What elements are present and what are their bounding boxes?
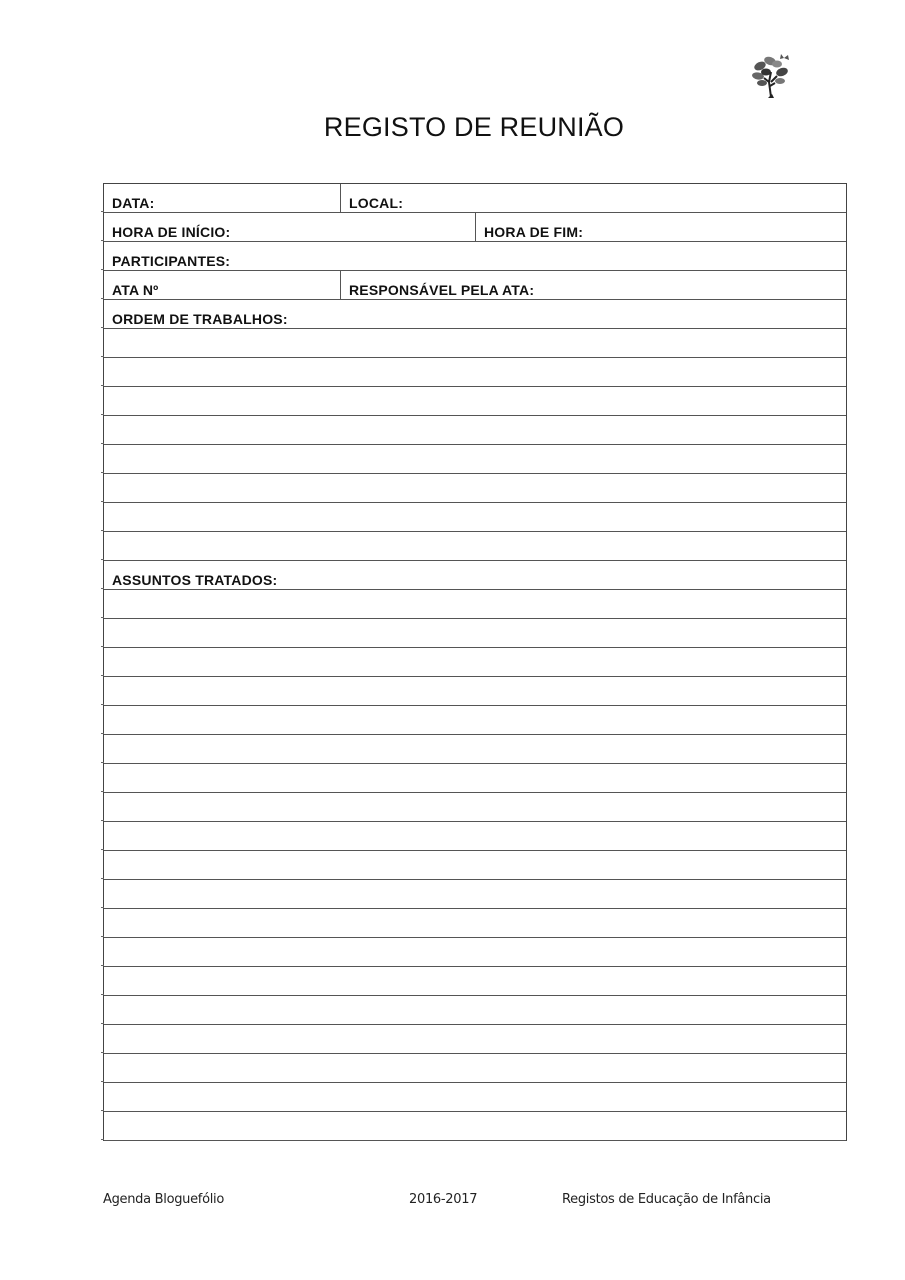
blank-line[interactable] (104, 590, 846, 618)
margin-tick (101, 733, 104, 734)
blank-line[interactable] (104, 1112, 846, 1140)
blank-line[interactable] (104, 706, 846, 734)
footer-right: Registos de Educação de Infância (562, 1192, 771, 1207)
assuntos-line[interactable] (104, 880, 846, 909)
margin-tick (101, 588, 104, 589)
margin-tick (101, 1052, 104, 1053)
margin-tick (101, 617, 104, 618)
blank-line[interactable] (104, 793, 846, 821)
margin-tick (101, 936, 104, 937)
blank-line[interactable] (104, 880, 846, 908)
blank-line[interactable] (104, 996, 846, 1024)
ordem-line[interactable] (104, 474, 846, 503)
assuntos-line[interactable] (104, 1083, 846, 1112)
margin-tick (101, 269, 104, 270)
ordem-line[interactable] (104, 358, 846, 387)
assuntos-line[interactable] (104, 706, 846, 735)
blank-line[interactable] (104, 677, 846, 705)
margin-tick (101, 472, 104, 473)
form-row-participantes (104, 242, 846, 271)
margin-tick (101, 1023, 104, 1024)
blank-line[interactable] (104, 416, 846, 444)
local-field[interactable]: LOCAL: (340, 184, 846, 212)
margin-tick (101, 211, 104, 212)
footer-left: Agenda Bloguefólio (103, 1192, 225, 1207)
blank-line[interactable] (104, 1054, 846, 1082)
assuntos-line[interactable] (104, 590, 846, 619)
margin-tick (101, 675, 104, 676)
assuntos-line[interactable] (104, 996, 846, 1025)
margin-tick (101, 820, 104, 821)
blank-line[interactable] (104, 1083, 846, 1111)
margin-tick (101, 356, 104, 357)
assuntos-line[interactable] (104, 793, 846, 822)
margin-tick (101, 1139, 104, 1140)
participantes-field[interactable]: PARTICIPANTES: (112, 253, 231, 269)
margin-tick (101, 849, 104, 850)
margin-tick (101, 327, 104, 328)
blank-line[interactable] (104, 503, 846, 531)
assuntos-line[interactable] (104, 764, 846, 793)
tree-logo-icon (750, 52, 794, 102)
ordem-line[interactable] (104, 416, 846, 445)
margin-tick (101, 994, 104, 995)
assuntos-line[interactable] (104, 967, 846, 996)
blank-line[interactable] (104, 358, 846, 386)
assuntos-line[interactable] (104, 938, 846, 967)
ordem-line[interactable] (104, 445, 846, 474)
margin-tick (101, 878, 104, 879)
ordem-line[interactable] (104, 387, 846, 416)
margin-tick (101, 762, 104, 763)
assuntos-line[interactable] (104, 909, 846, 938)
hora-fim-field[interactable]: HORA DE FIM: (475, 213, 846, 241)
data-field[interactable]: DATA: (112, 195, 155, 211)
blank-line[interactable] (104, 822, 846, 850)
blank-line[interactable] (104, 938, 846, 966)
ordem-line[interactable] (104, 532, 846, 561)
blank-line[interactable] (104, 909, 846, 937)
assuntos-line[interactable] (104, 1112, 846, 1141)
margin-tick (101, 791, 104, 792)
assuntos-line[interactable] (104, 822, 846, 851)
margin-tick (101, 501, 104, 502)
ordem-line[interactable] (104, 329, 846, 358)
blank-line[interactable] (104, 1025, 846, 1053)
page-title: REGISTO DE REUNIÃO (323, 112, 625, 142)
assuntos-line[interactable] (104, 619, 846, 648)
assuntos-line[interactable] (104, 648, 846, 677)
ata-number-field[interactable]: ATA Nº (112, 282, 159, 298)
margin-tick (101, 965, 104, 966)
blank-line[interactable] (104, 474, 846, 502)
margin-tick (101, 443, 104, 444)
margin-tick (101, 559, 104, 560)
margin-tick (101, 907, 104, 908)
hora-inicio-field[interactable]: HORA DE INÍCIO: (112, 224, 231, 240)
blank-line[interactable] (104, 967, 846, 995)
blank-line[interactable] (104, 445, 846, 473)
margin-tick (101, 1081, 104, 1082)
assuntos-header-row (104, 561, 846, 590)
margin-tick (101, 240, 104, 241)
responsavel-field[interactable]: RESPONSÁVEL PELA ATA: (340, 271, 846, 299)
blank-line[interactable] (104, 851, 846, 879)
assuntos-tratados-label: ASSUNTOS TRATADOS: (112, 572, 278, 588)
margin-tick (101, 1110, 104, 1111)
form-row-data-local (104, 184, 846, 213)
margin-tick (101, 298, 104, 299)
blank-line[interactable] (104, 619, 846, 647)
blank-line[interactable] (104, 329, 846, 357)
assuntos-line[interactable] (104, 677, 846, 706)
assuntos-tratados-lines (104, 590, 846, 1141)
blank-line[interactable] (104, 532, 846, 560)
margin-tick (101, 385, 104, 386)
ordem-trabalhos-lines (104, 329, 846, 561)
blank-line[interactable] (104, 735, 846, 763)
assuntos-line[interactable] (104, 1025, 846, 1054)
form-row-hours (104, 213, 846, 242)
meeting-record-form (103, 183, 847, 1141)
blank-line[interactable] (104, 387, 846, 415)
assuntos-line[interactable] (104, 1054, 846, 1083)
assuntos-line[interactable] (104, 851, 846, 880)
ordem-trabalhos-label: ORDEM DE TRABALHOS: (112, 311, 288, 327)
margin-tick (101, 646, 104, 647)
blank-line[interactable] (104, 764, 846, 792)
ordem-header-row (104, 300, 846, 329)
margin-tick (101, 704, 104, 705)
form-row-ata (104, 271, 846, 300)
assuntos-line[interactable] (104, 735, 846, 764)
blank-line[interactable] (104, 648, 846, 676)
margin-tick (101, 414, 104, 415)
footer-center: 2016-2017 (409, 1192, 478, 1207)
ordem-line[interactable] (104, 503, 846, 532)
margin-tick (101, 530, 104, 531)
